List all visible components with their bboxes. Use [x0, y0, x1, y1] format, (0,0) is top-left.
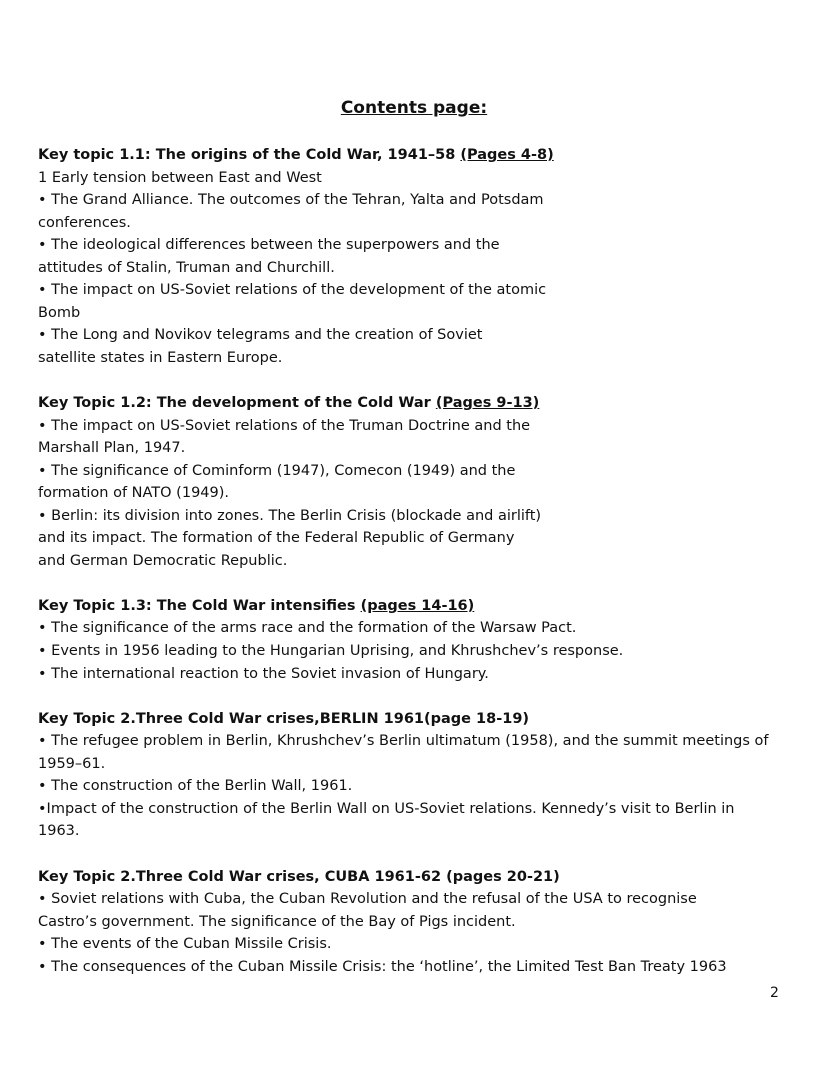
topic-heading [38, 595, 808, 618]
topic-item-line: • The ideological differences between the superpowers and the [38, 237, 500, 254]
topic-heading [38, 144, 808, 167]
topic-item-line: and German Democratic Republic. [38, 552, 288, 569]
topic-heading-text: Key Topic 2.Three Cold War crises,BERLIN 1961(page 18-19) [38, 710, 530, 727]
topic-section [38, 708, 808, 843]
topic-item-line: 1 Early tension between East and West [38, 169, 322, 186]
topic-item-line: • The significance of Cominform (1947), Comecon (1949) and the [38, 462, 516, 479]
topic-item-line: • The events of the Cuban Missile Crisis. [38, 936, 332, 953]
topic-item-line: Marshall Plan, 1947. [38, 440, 186, 457]
topic-item-line: Castro’s government. The significance of the Bay of Pigs incident. [38, 913, 516, 930]
topic-page-range: (Pages 4-8) [460, 147, 554, 163]
page-number: 2 [770, 985, 779, 1001]
topic-item-line: • The Long and Novikov telegrams and the creation of Soviet [38, 327, 483, 344]
topic-item-line: 1959–61. [38, 755, 106, 772]
topic-heading [38, 708, 808, 731]
topic-item-line: conferences. [38, 214, 131, 231]
topic-section [38, 144, 808, 369]
topic-item-line: 1963. [38, 823, 80, 840]
topic-item-line: • Events in 1956 leading to the Hungarian Uprising, and Khrushchev’s response. [38, 643, 624, 660]
topic-section [38, 866, 808, 979]
topic-item-line: formation of NATO (1949). [38, 485, 230, 502]
topic-item-line: • The Grand Alliance. The outcomes of the Tehran, Yalta and Potsdam [38, 192, 544, 209]
topic-heading [38, 392, 808, 415]
topic-item-line: • The impact on US-Soviet relations of the Truman Doctrine and the [38, 417, 531, 434]
topic-item-line: • The significance of the arms race and the formation of the Warsaw Pact. [38, 620, 577, 637]
topic-item-line: • The construction of the Berlin Wall, 1961. [38, 778, 353, 795]
topic-heading-text: Key topic 1.1: The origins of the Cold War, 1941–58 [38, 147, 461, 163]
contents-list [38, 144, 808, 1001]
topic-heading-text: Key Topic 1.2: The development of the Cold War [38, 395, 436, 412]
topic-item-line: Bomb [38, 304, 81, 321]
topic-item-line: • The consequences of the Cuban Missile Crisis: the ‘hotline’, the Limited Test Ban Treaty 1963 [38, 958, 727, 975]
topic-heading-text: Key Topic 1.3: The Cold War intensifies [38, 597, 361, 614]
topic-item-line: satellite states in Eastern Europe. [38, 349, 283, 366]
topic-heading [38, 866, 808, 889]
topic-page-range: (Pages 9-13) [435, 395, 540, 412]
topic-item-line: • The refugee problem in Berlin, Khrushchev’s Berlin ultimatum (1958), and the summit meetings of [38, 733, 769, 750]
topic-item-line: • Soviet relations with Cuba, the Cuban Revolution and the refusal of the USA to recognise [38, 891, 697, 908]
page-title: Contents page: [340, 98, 488, 118]
topic-section [38, 392, 808, 572]
topic-item-line: and its impact. The formation of the Federal Republic of Germany [38, 530, 515, 547]
topic-item-line: • The international reaction to the Soviet invasion of Hungary. [38, 665, 489, 682]
topic-item-line: • The impact on US-Soviet relations of the development of the atomic [38, 282, 547, 299]
topic-section [38, 595, 808, 685]
topic-item-line: • Berlin: its division into zones. The Berlin Crisis (blockade and airlift) [38, 507, 542, 524]
topic-page-range: (pages 14-16) [360, 597, 475, 614]
topic-item-line: attitudes of Stalin, Truman and Churchill. [38, 259, 335, 276]
topic-item-line: •Impact of the construction of the Berlin Wall on US-Soviet relations. Kennedy’s visit to Berlin in [38, 800, 735, 817]
topic-heading-text: Key Topic 2.Three Cold War crises, CUBA 1961-62 (pages 20-21) [38, 868, 560, 885]
